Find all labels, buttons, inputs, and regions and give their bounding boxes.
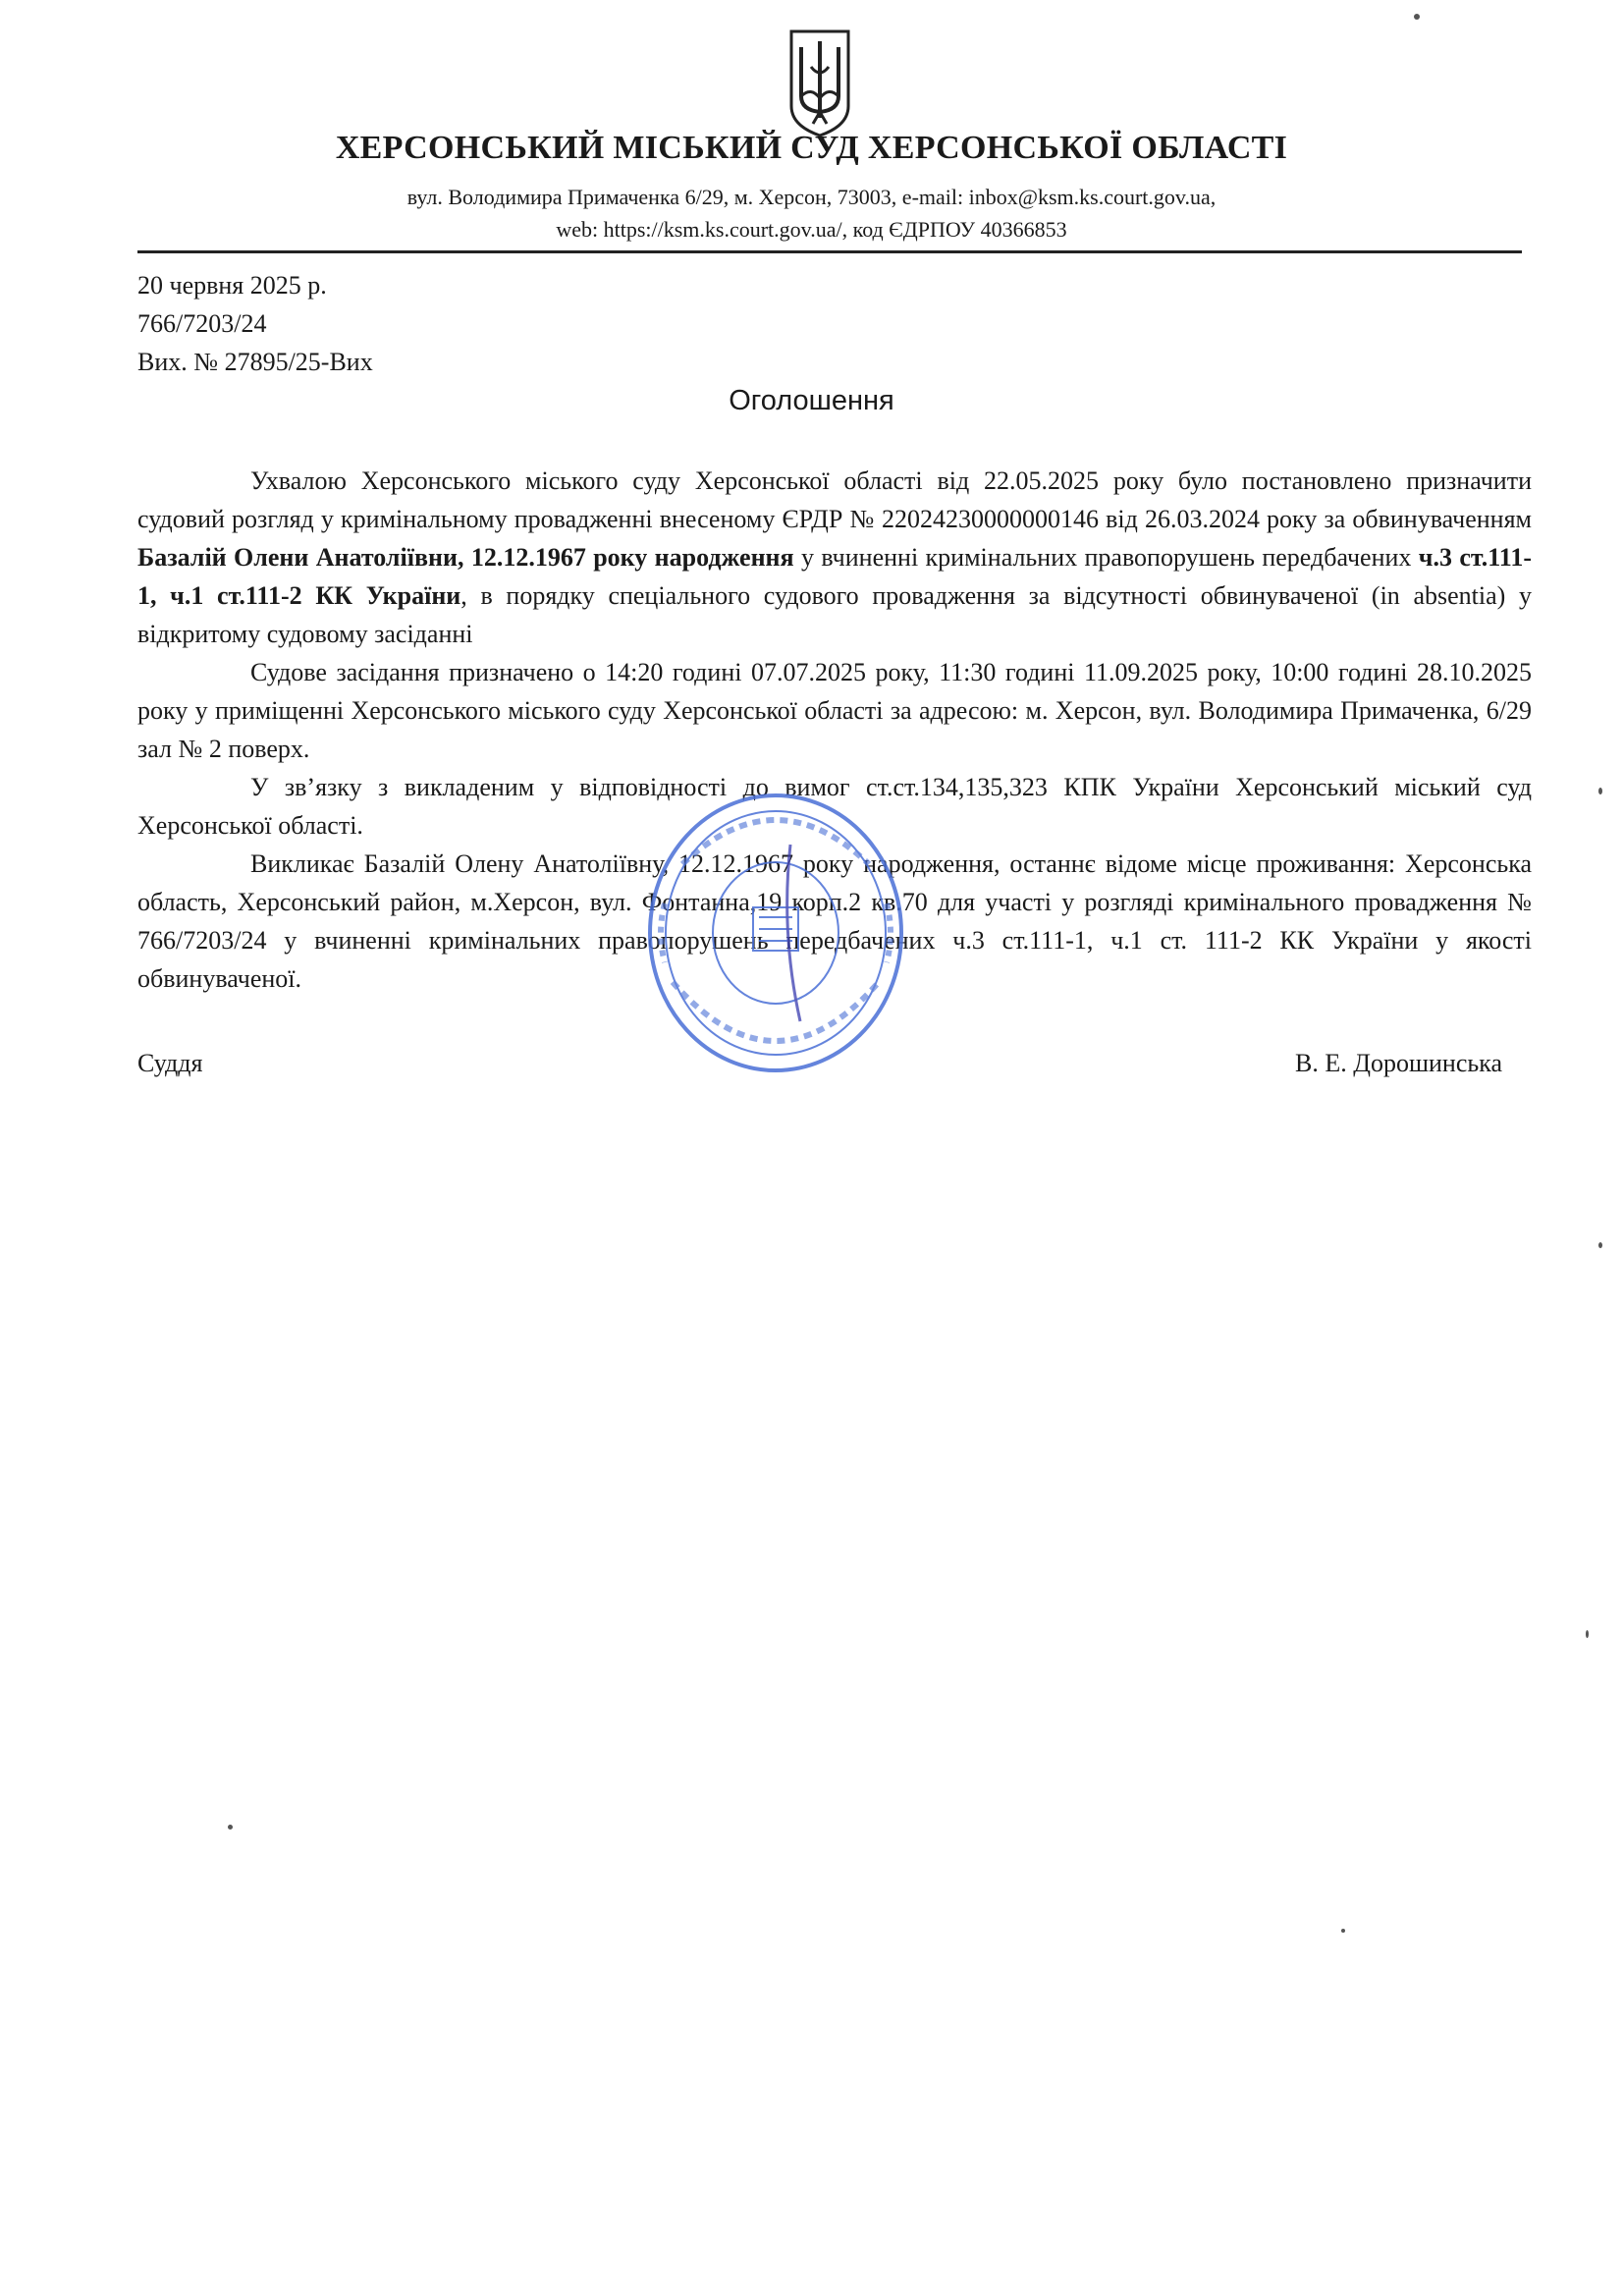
defendant-name: Базалій Олени Анатоліївни, 12.12.1967 року народження	[137, 543, 794, 572]
document-title: Оголошення	[729, 385, 894, 416]
court-address-line-1: вул. Володимира Примаченка 6/29, м. Херсон, 73003, e-mail: inbox@ksm.ks.court.gov.ua,	[406, 185, 1217, 209]
scan-speck	[1598, 1242, 1602, 1248]
scan-speck	[1598, 788, 1602, 794]
document-date: 20 червня 2025 р.	[137, 271, 327, 300]
scan-speck	[228, 1825, 233, 1830]
scan-speck	[1341, 1929, 1345, 1933]
court-name: ХЕРСОНСЬКИЙ МІСЬКИЙ СУД ХЕРСОНСЬКОЇ ОБЛАСТІ	[335, 130, 1288, 166]
criminal-articles: ч.3 ст.111-1, ч.1 ст.111-2 КК України	[137, 543, 1532, 610]
case-number: 766/7203/24	[137, 309, 267, 338]
trident-icon	[785, 27, 854, 137]
paragraph-hearing-dates: Судове засідання призначено о 14:20 годині 07.07.2025 року, 11:30 годині 11.09.2025 року, 10:00 годині 28.10.2025 року у приміщенні Херсонського міського суду Херсонської області за адресою: м. Херсон, вул. Володимира Примаченка, 6/29 зал № 2 поверх.	[137, 658, 1532, 763]
court-seal-stamp-icon	[643, 786, 908, 1080]
header-divider	[137, 250, 1522, 253]
ruling-text-start: Ухвалою Херсонського міського суду Херсонської області від 22.05.2025 року було постановлено призначити судовий розгляд у кримінальному провадженні внесеному ЄРДР № 22024230000000146 від 26.03.2024 року за обвинуваченням	[137, 466, 1532, 533]
ruling-text-middle: у вчиненні кримінальних правопорушень передбачених	[793, 543, 1419, 572]
paragraph-legal-basis: У зв’язку з викладеним у відповідності до вимог ст.ст.134,135,323 КПК України Херсонський міський суд Херсонської області.	[137, 773, 1532, 840]
signature-role: Суддя	[137, 1049, 203, 1077]
signature-name: В. Е. Дорошинська	[1295, 1049, 1502, 1077]
paragraph-summons: Викликає Базалій Олену Анатоліївну, 12.12.1967 року народження, останнє відоме місце проживання: Херсонська область, Херсонський район, м.Херсон, вул. Фонтанна,19 корп.2 кв.70 для участі у розгляді кримінального провадження № 766/7203/24 у вчиненні кримінальних правопорушень передбачених ч.3 ст.111-1, ч.1 ст. 111-2 КК України у якості обвинуваченої.	[137, 849, 1532, 993]
court-address-line-2: web: https://ksm.ks.court.gov.ua/, код ЄДРПОУ 40366853	[556, 217, 1067, 242]
scan-speck	[1414, 14, 1420, 20]
paragraph-ruling	[137, 462, 1532, 653]
ruling-text-end: , в порядку спеціального судового провадження за відсутності обвинуваченої (in absentia) у відкритому судовому засіданні	[137, 581, 1532, 648]
scan-speck	[1586, 1630, 1589, 1638]
outgoing-number: Вих. № 27895/25-Вих	[137, 348, 373, 376]
